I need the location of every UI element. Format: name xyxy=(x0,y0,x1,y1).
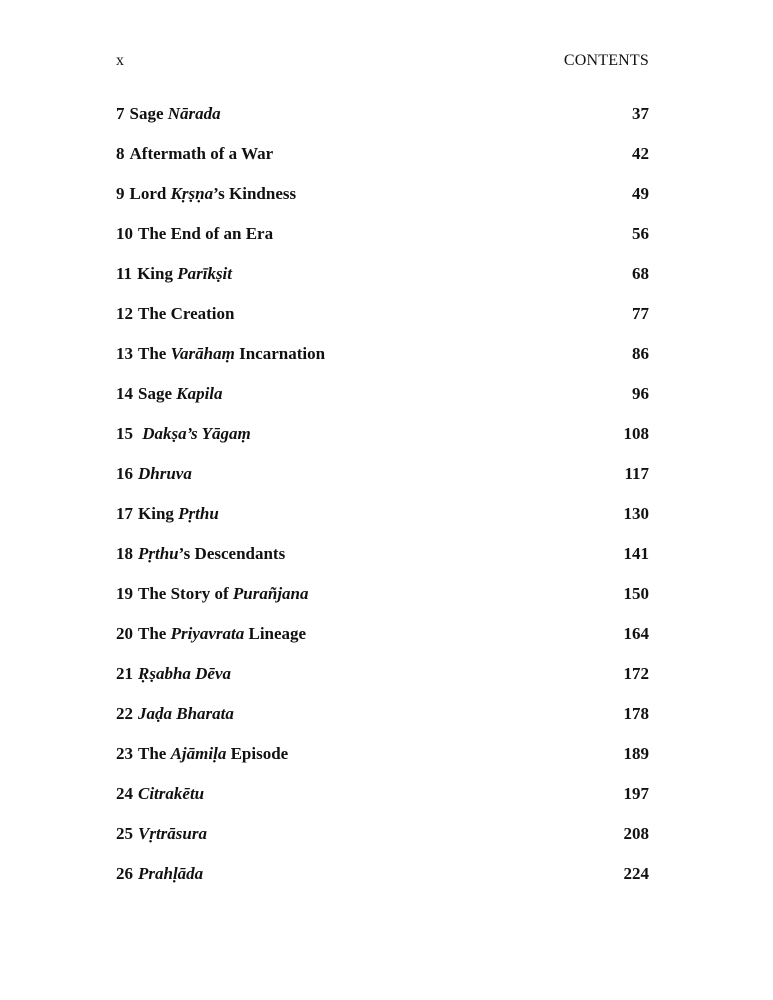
chapter-title-italic: Vṛtrāsura xyxy=(138,824,207,843)
chapter-title-text: The Creation xyxy=(138,304,235,323)
page-ref: 56 xyxy=(632,224,649,243)
toc-entry xyxy=(116,743,649,783)
page-ref: 68 xyxy=(632,264,649,283)
page-ref: 117 xyxy=(624,464,649,483)
chapter-title xyxy=(116,623,306,645)
toc-entry xyxy=(116,663,649,703)
page-ref: 172 xyxy=(623,664,649,683)
toc-entry xyxy=(116,383,649,423)
chapter-number: 11 xyxy=(116,264,133,283)
chapter-title xyxy=(116,223,273,245)
chapter-title xyxy=(116,543,285,565)
chapter-title-italic: Nārada xyxy=(167,104,221,123)
chapter-number: 18 xyxy=(116,544,133,563)
chapter-title-italic: Varāhaṃ xyxy=(170,344,235,363)
chapter-title xyxy=(116,703,234,725)
page-ref: 42 xyxy=(632,144,649,163)
chapter-number: 25 xyxy=(116,824,133,843)
chapter-title-text: Aftermath of a War xyxy=(129,144,274,163)
chapter-title xyxy=(116,143,273,165)
chapter-title-text: King xyxy=(137,264,178,283)
chapter-title-text: The xyxy=(138,624,171,643)
chapter-title xyxy=(116,303,235,325)
chapter-title-italic: Parīkṣit xyxy=(177,264,233,283)
chapter-title xyxy=(116,183,296,205)
chapter-number: 24 xyxy=(116,784,133,803)
chapter-number: 8 xyxy=(116,144,125,163)
chapter-title-italic: Pṛthu xyxy=(138,544,179,563)
toc-entry xyxy=(116,103,649,143)
chapter-title-italic: Ṛṣabha Dēva xyxy=(138,664,232,683)
toc-entry xyxy=(116,423,649,463)
chapter-number: 22 xyxy=(116,704,133,723)
chapter-title-italic: Kapila xyxy=(176,384,223,403)
chapter-title-italic: Citrakētu xyxy=(138,784,205,803)
chapter-title xyxy=(116,783,204,805)
toc-entry xyxy=(116,503,649,543)
toc-entry xyxy=(116,623,649,663)
chapter-title-text: Lineage xyxy=(244,624,307,643)
page-ref: 77 xyxy=(632,304,649,323)
chapter-title-text: King xyxy=(138,504,179,523)
chapter-title-italic: Prahḷāda xyxy=(138,864,204,883)
page-ref: 178 xyxy=(623,704,649,723)
chapter-title xyxy=(116,383,223,405)
page-ref: 208 xyxy=(623,824,649,843)
page-ref: 224 xyxy=(623,864,649,883)
chapter-title-text: The End of an Era xyxy=(138,224,274,243)
chapter-title-text: The Story of xyxy=(138,584,233,603)
toc-entry xyxy=(116,143,649,183)
page-ref: 150 xyxy=(623,584,649,603)
chapter-number: 21 xyxy=(116,664,133,683)
chapter-title-italic: Jaḍa Bharata xyxy=(138,704,234,723)
page-ref: 197 xyxy=(623,784,649,803)
toc-entry xyxy=(116,263,649,303)
chapter-number: 12 xyxy=(116,304,133,323)
chapter-number: 17 xyxy=(116,504,133,523)
chapter-title xyxy=(116,423,251,445)
chapter-number: 20 xyxy=(116,624,133,643)
chapter-title xyxy=(116,463,192,485)
toc-entry xyxy=(116,783,649,823)
toc-entry xyxy=(116,343,649,383)
page-ref: 141 xyxy=(623,544,649,563)
chapter-title-text: Sage xyxy=(129,104,168,123)
chapter-title-italic: Pṛthu xyxy=(178,504,219,523)
chapter-title xyxy=(116,863,203,885)
chapter-number: 14 xyxy=(116,384,133,403)
chapter-number: 23 xyxy=(116,744,133,763)
toc-entry xyxy=(116,823,649,863)
page-ref: 164 xyxy=(623,624,649,643)
chapter-title-text: Lord xyxy=(129,184,171,203)
chapter-title-text: Sage xyxy=(138,384,177,403)
chapter-number: 9 xyxy=(116,184,125,203)
page-ref: 108 xyxy=(623,424,649,443)
chapter-number: 15 xyxy=(116,424,133,443)
chapter-title-text: ’s Kindness xyxy=(213,184,297,203)
page-ref: 37 xyxy=(632,104,649,123)
toc-entry xyxy=(116,863,649,903)
chapter-number: 7 xyxy=(116,104,125,123)
table-of-contents xyxy=(116,103,649,903)
chapter-title xyxy=(116,103,221,125)
chapter-title-italic: Ajāmiḷa xyxy=(170,744,227,763)
chapter-title xyxy=(116,823,207,845)
chapter-title-text: The xyxy=(138,744,171,763)
toc-entry xyxy=(116,183,649,223)
chapter-title xyxy=(116,503,219,525)
chapter-title-italic: Priyavrata xyxy=(170,624,245,643)
chapter-title-text: Incarnation xyxy=(234,344,326,363)
chapter-title xyxy=(116,663,231,685)
toc-entry xyxy=(116,463,649,503)
page-ref: 49 xyxy=(632,184,649,203)
chapter-title-italic: Purañjana xyxy=(232,584,309,603)
running-title: CONTENTS xyxy=(563,52,649,69)
chapter-title-text: The xyxy=(138,344,171,363)
page-ref: 86 xyxy=(632,344,649,363)
page-number: x xyxy=(116,52,124,69)
toc-entry xyxy=(116,223,649,263)
chapter-title xyxy=(116,263,232,285)
chapter-number: 26 xyxy=(116,864,133,883)
chapter-title xyxy=(116,743,288,765)
chapter-number: 13 xyxy=(116,344,133,363)
chapter-title-italic: Kṛṣṇa xyxy=(170,184,214,203)
chapter-number: 16 xyxy=(116,464,133,483)
page-header xyxy=(116,52,649,72)
page-ref: 189 xyxy=(623,744,649,763)
chapter-number: 10 xyxy=(116,224,133,243)
chapter-title xyxy=(116,583,309,605)
toc-entry xyxy=(116,583,649,623)
page-ref: 130 xyxy=(623,504,649,523)
chapter-title-italic: Dhruva xyxy=(138,464,192,483)
chapter-title-text: ’s Descendants xyxy=(178,544,286,563)
chapter-title xyxy=(116,343,325,365)
chapter-title-italic: Dakṣa’s Yāgaṃ xyxy=(138,424,251,443)
toc-entry xyxy=(116,703,649,743)
page-ref: 96 xyxy=(632,384,649,403)
toc-entry xyxy=(116,303,649,343)
chapter-title-text: Episode xyxy=(226,744,289,763)
chapter-number: 19 xyxy=(116,584,133,603)
toc-entry xyxy=(116,543,649,583)
